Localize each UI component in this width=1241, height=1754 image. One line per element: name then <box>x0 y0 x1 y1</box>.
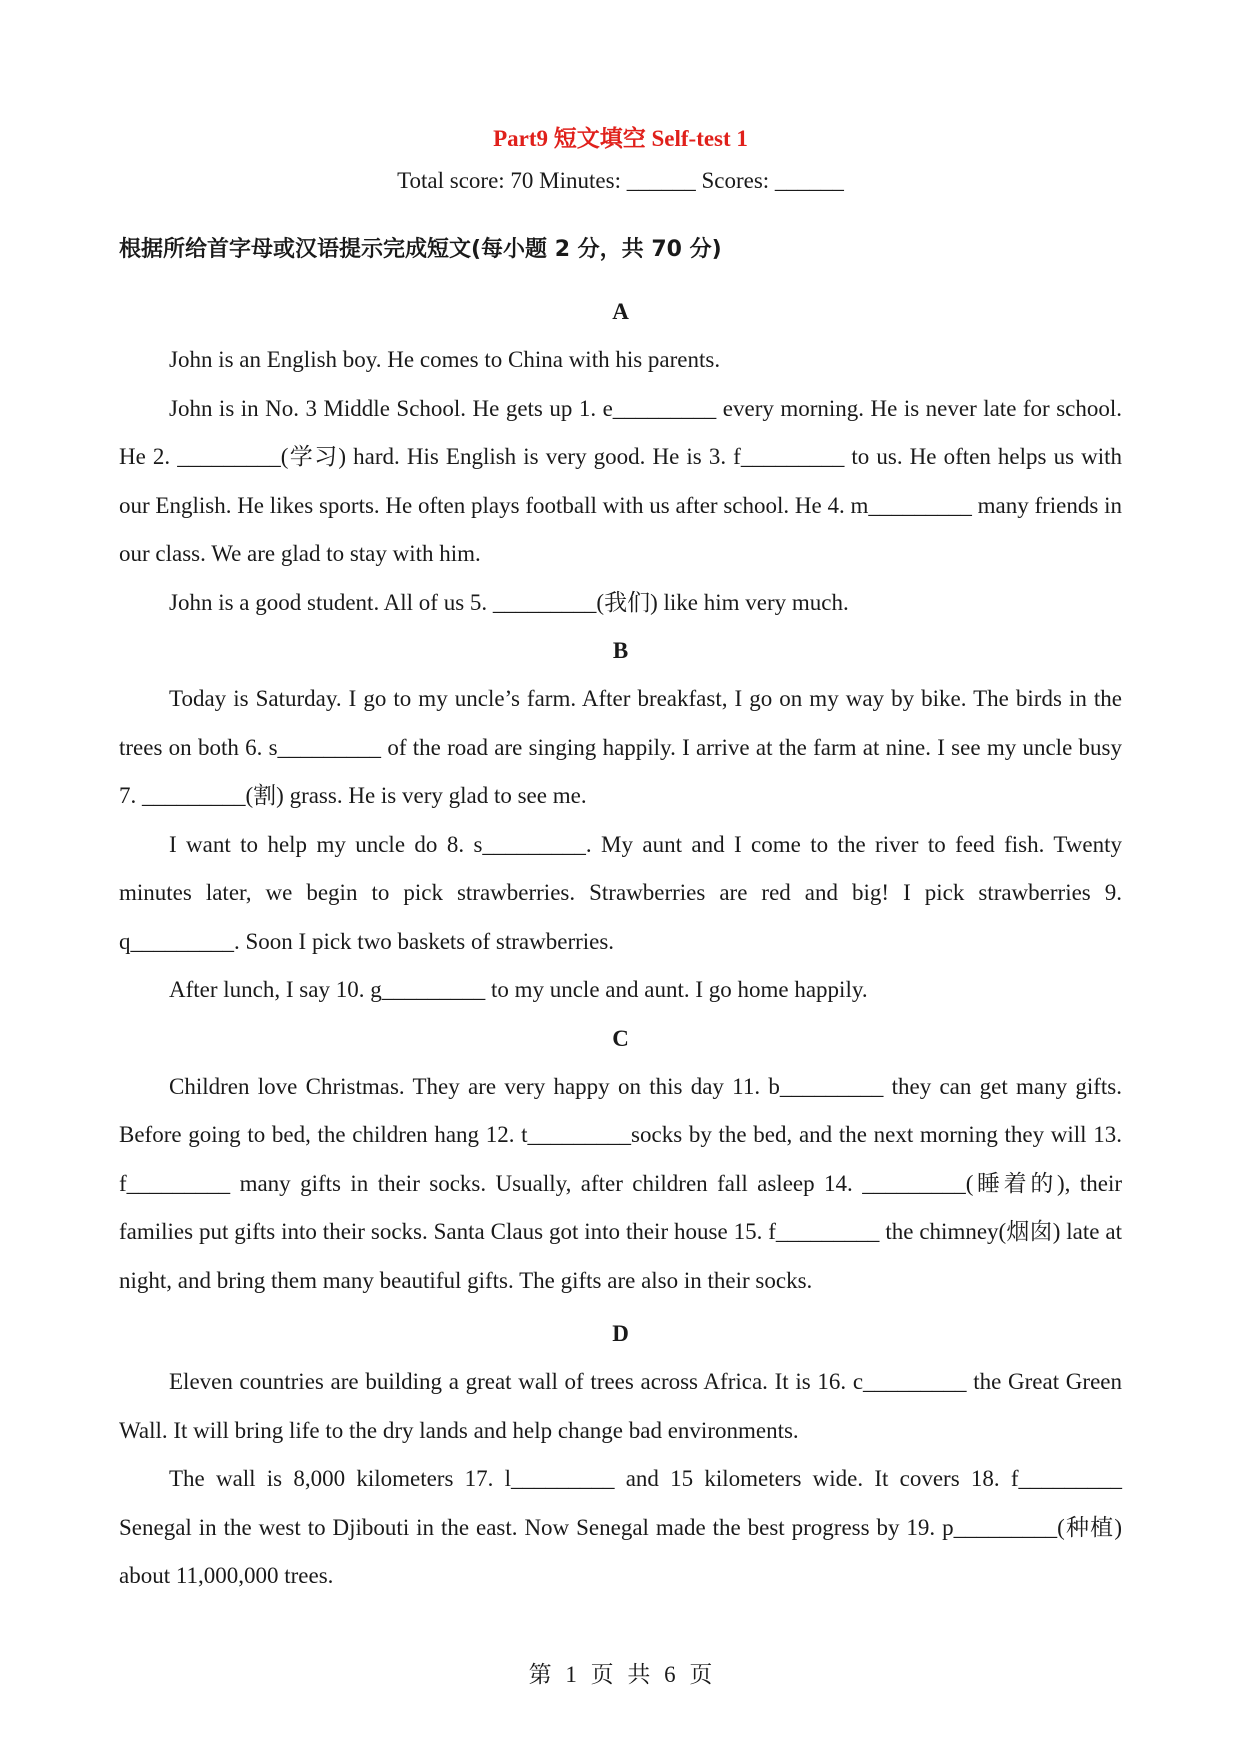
section-d-paragraph-2: The wall is 8,000 kilometers 17. l_________ and 15 kilometers wide. It covers 18. f_________ Senegal in the west to Djibouti in the east. Now Senegal made the best progress by 19. p_________(种植) about 11,000,000 trees. <box>119 1466 1122 1588</box>
section-b-paragraph-1: Today is Saturday. I go to my uncle’s farm. After breakfast, I go on my way by bike. The birds in the trees on both 6. s_________ of the road are singing happily. I arrive at the farm at nine. I see my uncle busy 7. _________(割) grass. He is very glad to see me. <box>119 686 1122 808</box>
section-a-paragraph-3: John is a good student. All of us 5. _________(我们) like him very much. <box>169 589 849 615</box>
section-c-heading: C <box>612 1025 629 1051</box>
instruction-text: 根据所给首字母或汉语提示完成短文(每小题 2 分，共 70 分) <box>119 237 722 262</box>
section-a-paragraph-2: John is in No. 3 Middle School. He gets up 1. e_________ every morning. He is never late for school. He 2. _________(学习) hard. His English is very good. He is 3. f_________ to us. He often helps us with our English. He likes sports. He often plays football with us after school. He 4. m_________ many friends in our class. We are glad to stay with him. <box>119 395 1122 566</box>
section-b-paragraph-3: After lunch, I say 10. g_________ to my uncle and aunt. I go home happily. <box>169 977 868 1002</box>
section-a-heading: A <box>612 299 629 324</box>
section-d-paragraph-1: Eleven countries are building a great wall of trees across Africa. It is 16. c_________ the Great Green Wall. It will bring life to the dry lands and help change bad environments. <box>119 1369 1122 1443</box>
page-indicator: 第 1 页 共 6 页 <box>528 1662 713 1687</box>
passages <box>119 288 1122 1601</box>
section-c-paragraph-1: Children love Christmas. They are very happy on this day 11. b_________ they can get many gifts. Before going to bed, the children hang 12. t_________socks by the bed, and the next morning they will 13. f_________ many gifts in their socks. Usually, after children fall asleep 14. _________(睡着的), their families put gifts into their socks. Santa Claus got into their house 15. f_________ the chimney(烟囱) late at night, and bring them many beautiful gifts. The gifts are also in their socks. <box>119 1073 1122 1293</box>
section-b-heading: B <box>612 638 629 663</box>
section-a-paragraph-1: John is an English boy. He comes to China with his parents. <box>169 347 721 372</box>
page-title: Part9 短文填空 Self-test 1 <box>493 126 748 151</box>
score-line: Total score: 70 Minutes: ______ Scores: ______ <box>397 168 844 193</box>
section-d-heading: D <box>612 1321 629 1346</box>
section-b-paragraph-2: I want to help my uncle do 8. s_________. My aunt and I come to the river to feed fish. Twenty minutes later, we begin to pick strawberries. Strawberries are red and big! I pick strawberries 9. q_________. Soon I pick two baskets of strawberries. <box>119 831 1122 954</box>
